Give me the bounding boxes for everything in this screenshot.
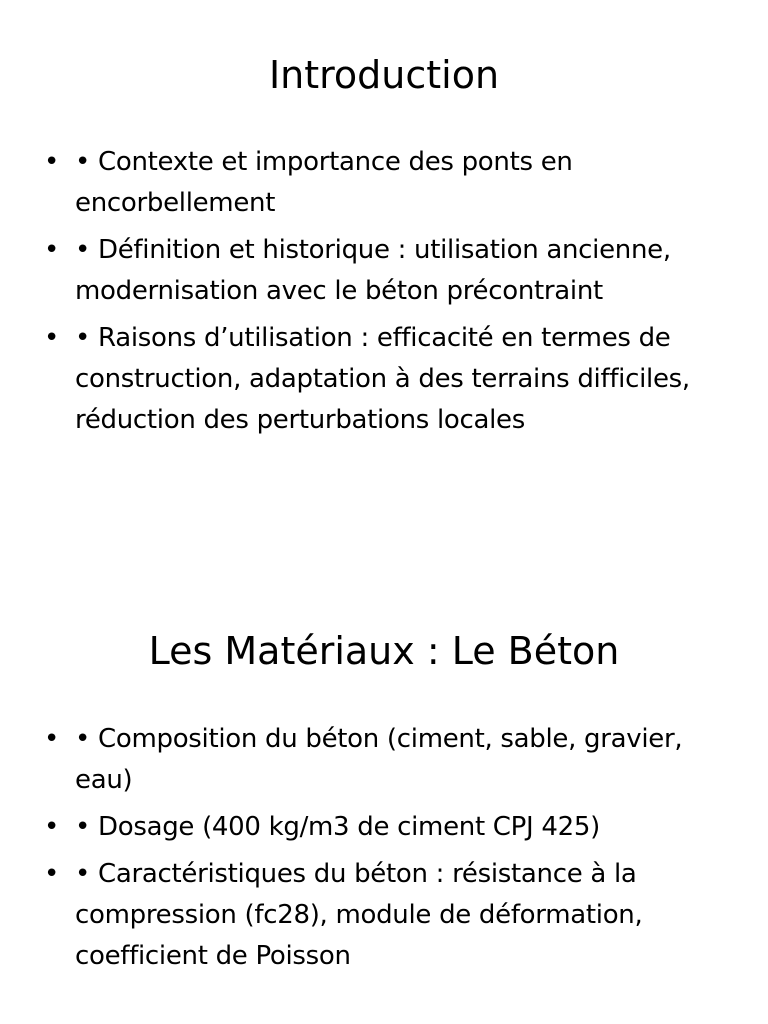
bullet-dot-icon: • — [44, 323, 60, 353]
bullet-item — [44, 142, 734, 224]
bullet-dot-icon: • — [44, 147, 60, 177]
bullet-dot-icon: • — [44, 812, 60, 842]
bullet-text: • Dosage (400 kg/m3 de ciment CPJ 425) — [75, 812, 600, 842]
bullet-item — [44, 318, 734, 441]
bullet-item — [44, 807, 734, 848]
bullet-list — [44, 719, 734, 983]
slide-title: Les Matériaux : Le Béton — [148, 629, 620, 673]
bullet-dot-icon: • — [44, 235, 60, 265]
bullet-text: • Définition et historique : utilisation ancienne, modernisation avec le béton précontraint — [75, 235, 671, 306]
bullet-dot-icon: • — [44, 724, 60, 754]
slide-materials-concrete — [0, 578, 768, 1024]
bullet-item — [44, 854, 734, 977]
bullet-text: • Caractéristiques du béton : résistance à la compression (fc28), module de déformation, coefficient de Poisson — [75, 859, 643, 971]
bullet-text: • Contexte et importance des ponts en encorbellement — [75, 147, 573, 218]
bullet-text: • Raisons d’utilisation : efficacité en termes de construction, adaptation à des terrains difficiles, réduction des perturbations locales — [75, 323, 690, 435]
bullet-text: • Composition du béton (ciment, sable, gravier, eau) — [75, 724, 683, 795]
bullet-item — [44, 719, 734, 801]
slide-title: Introduction — [268, 53, 500, 97]
bullet-item — [44, 230, 734, 312]
bullet-dot-icon: • — [44, 859, 60, 889]
bullet-list — [44, 142, 734, 447]
